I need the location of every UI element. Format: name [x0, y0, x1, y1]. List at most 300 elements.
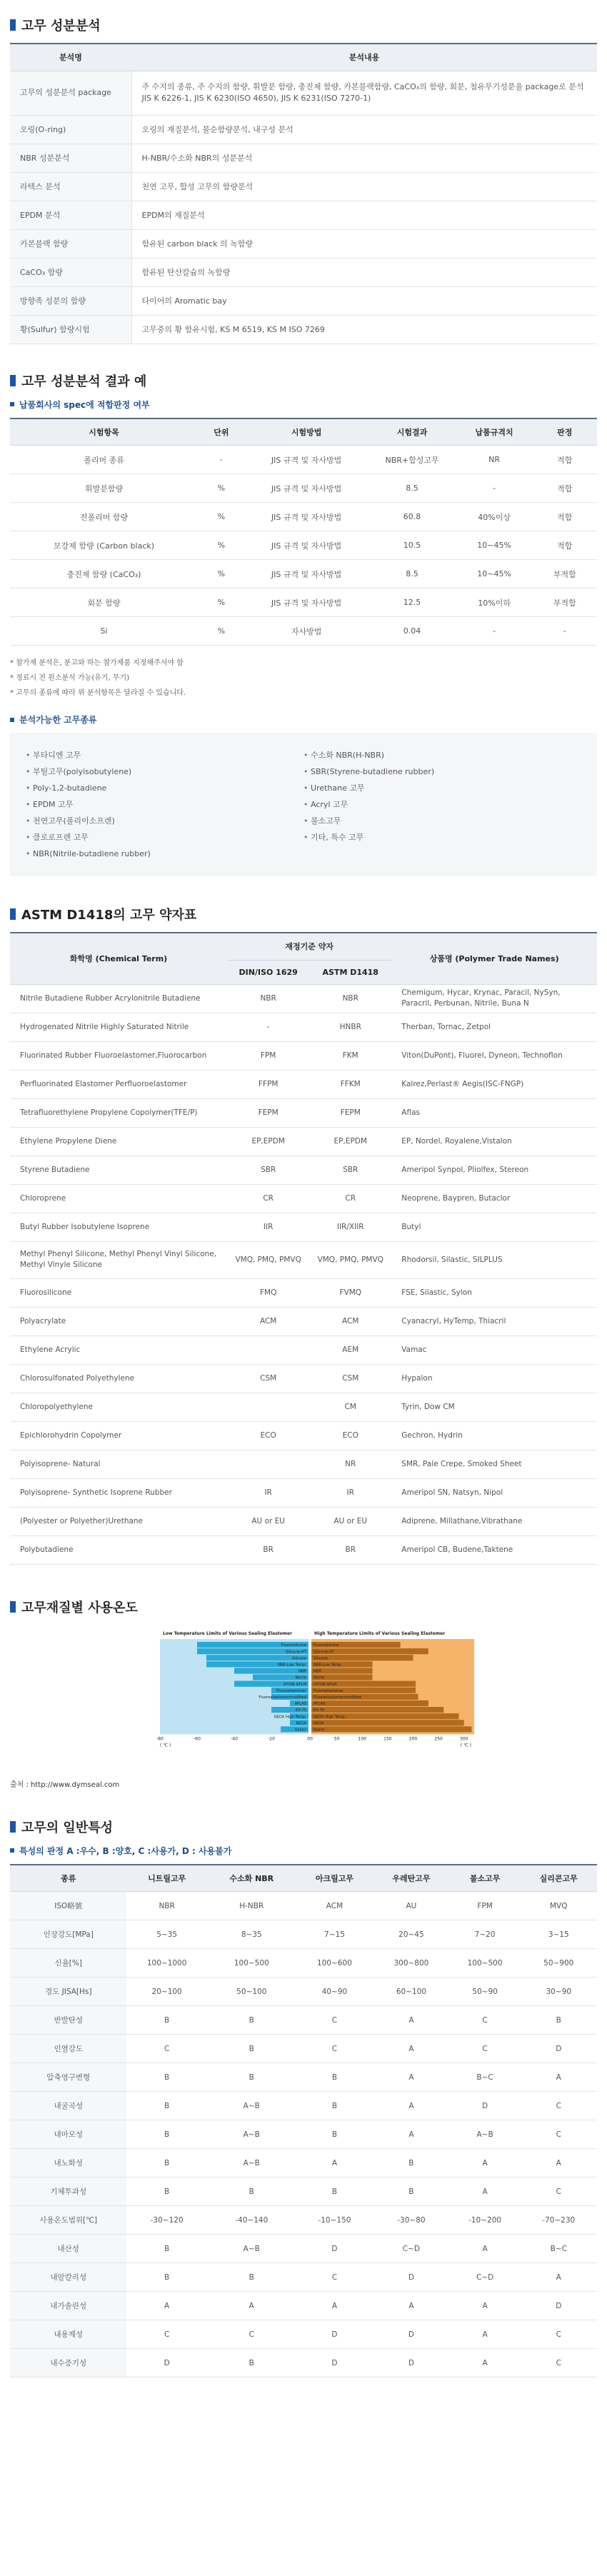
cell: B [126, 2006, 206, 2035]
cell: ECO [227, 1421, 309, 1450]
cell: CR [227, 1184, 309, 1213]
cell: A [450, 2349, 521, 2377]
cell: A [521, 2263, 598, 2292]
cell [227, 1393, 309, 1421]
x-tick-label: -20 [268, 1735, 275, 1741]
cell: % [198, 531, 245, 560]
cell: A [521, 2149, 598, 2177]
high-bar [311, 1700, 428, 1705]
cell: ACM [227, 1307, 309, 1335]
cell: % [198, 588, 245, 617]
cell: 사용온도범위[℃] [10, 2206, 126, 2235]
cell: JIS 규격 및 자사방법 [245, 531, 368, 560]
cell: - [227, 1013, 309, 1041]
x-tick-label: 150 [383, 1735, 392, 1741]
cell: A [126, 2292, 206, 2320]
list-item: • 클로로프렌 고무 [26, 829, 304, 846]
cell: EP,EPDM [309, 1127, 391, 1156]
cell: B [126, 2235, 206, 2263]
cell: EP,EPDM [227, 1127, 309, 1156]
cell: Vamac [391, 1335, 597, 1364]
cell: 주 수지의 종류, 주 수지의 함량, 휘발분 함량, 충진제 함량, 카본블랙함량, CaCO₃의 함량, 회분, 첨유무기성분율 package로 분석 JIS K 6226-1, JIS K 6230(ISO 4650), JIS K 6231(ISO 7270-1) [131, 71, 597, 115]
properties-table [10, 1864, 597, 2378]
table-row [10, 2092, 597, 2120]
cell: - [198, 446, 245, 474]
cell: AU or EU [227, 1507, 309, 1535]
results-table [10, 418, 597, 646]
cell: C [450, 2035, 521, 2063]
cell: 내가솔린성 [10, 2292, 126, 2320]
cell: FMQ [227, 1278, 309, 1307]
low-bar-label: NBR-Low Temp. [277, 1663, 306, 1667]
table-row [10, 1127, 597, 1156]
table-row [10, 503, 597, 531]
low-bar-label: Fluoroelastomer [276, 1688, 306, 1693]
cell: D [373, 2320, 449, 2349]
table-row [10, 1335, 597, 1364]
cell: -30~120 [126, 2206, 206, 2235]
cell: D [296, 2349, 373, 2377]
cell: NBR [126, 1892, 206, 1920]
cell: Ethylene Propylene Diene [10, 1127, 227, 1156]
cell: 반발탄성 [10, 2006, 126, 2035]
table-row [10, 1364, 597, 1393]
cell: Viton(DuPont), Fluorel, Dyneon, Technoflon [391, 1041, 597, 1070]
cell: -70~230 [521, 2206, 598, 2235]
cell: 부적합 [533, 560, 597, 588]
table-row [10, 2206, 597, 2235]
col-header: 분석명 [10, 44, 131, 71]
cell: 휘발분함량 [10, 474, 198, 503]
cell: Hypalon [391, 1364, 597, 1393]
cell: 함유된 탄산칼슘의 녹함량 [131, 258, 597, 286]
cell: B [126, 2092, 206, 2120]
cell: ISO略號 [10, 1892, 126, 1920]
high-bar-label: NBR-Low Temp. [313, 1663, 343, 1667]
cell: Chloroprene [10, 1184, 227, 1213]
cell: Ameripol CB, Budene,Taktene [391, 1535, 597, 1564]
col-header: 화학명 (Chemical Term) [10, 933, 227, 984]
subtitle-text: 특성의 판정 A :우수, B :양호, C :사용가, D : 사용불가 [19, 1845, 232, 1856]
section-title-temperature [10, 1598, 597, 1616]
cell: 30~90 [521, 1978, 598, 2006]
table-row [10, 1307, 597, 1335]
cell: A [373, 2092, 449, 2120]
cell: A [450, 2292, 521, 2320]
cell: % [198, 560, 245, 588]
low-bar-label: EX-75 [295, 1708, 306, 1713]
table-row [10, 229, 597, 258]
note: * 고무의 종류에 따라 위 분석항목은 달라질 수 있습니다. [10, 689, 186, 697]
note: * 정료시 전 원소분석 가능(유기, 무기) [10, 674, 130, 682]
cell: B [126, 2177, 206, 2206]
low-bar [234, 1668, 308, 1673]
table-row [10, 172, 597, 201]
cell: 타이어의 Aromatic bay [131, 286, 597, 315]
high-bar-label: Fluoroelastomer [313, 1688, 344, 1693]
cell: 내마모성 [10, 2120, 126, 2149]
col-header: DIN/ISO 1629 [227, 960, 309, 984]
table-row [10, 1421, 597, 1450]
cell: 60~100 [373, 1978, 449, 2006]
high-bar-label: Fluorosilicone [313, 1643, 339, 1648]
cell: Chloropolyethylene [10, 1393, 227, 1421]
table-row [10, 1213, 597, 1241]
composition-table [10, 43, 597, 344]
cell: VMQ, PMQ, PMVQ [227, 1241, 309, 1278]
cell: A [373, 2063, 449, 2092]
cell: D [126, 2349, 206, 2377]
list-item: • 부틸고무(polyisobutylene) [26, 763, 304, 780]
table-row [10, 1184, 597, 1213]
cell: B [296, 2063, 373, 2092]
table-row [10, 1450, 597, 1478]
cell: 8~35 [207, 1920, 296, 1949]
table-row [10, 617, 597, 646]
cell: HNBR [309, 1013, 391, 1041]
x-tick-label: 50 [333, 1735, 340, 1741]
x-tick-label: 100 [358, 1735, 366, 1741]
cell: Ameripol SN, Natsyn, Nipol [391, 1478, 597, 1507]
cell: C [296, 2035, 373, 2063]
cell: ECO [309, 1421, 391, 1450]
list-item: • Acryl 고무 [304, 796, 581, 813]
low-bar-label: Fluoroelastomer/modified [259, 1695, 306, 1700]
col-header: 분석내용 [131, 44, 597, 71]
cell: CaCO₃ 함량 [10, 258, 131, 286]
cell: JIS 규격 및 자사방법 [245, 503, 368, 531]
cell: Polyacrylate [10, 1307, 227, 1335]
cell: ACM [309, 1307, 391, 1335]
cell: D [521, 2292, 598, 2320]
cell: NBR [227, 984, 309, 1013]
cell: 40%이상 [456, 503, 533, 531]
table-row [10, 2120, 597, 2149]
cell: B [126, 2263, 206, 2292]
cell: NBR [309, 984, 391, 1013]
cell: B [296, 2092, 373, 2120]
high-bar-label: Fluoroelastomer/modified [313, 1695, 361, 1700]
cell: B [521, 2006, 598, 2035]
cell: 내산성 [10, 2235, 126, 2263]
high-bar-label: Nitrile [313, 1675, 325, 1680]
low-bar-label: NEOX [296, 1720, 306, 1725]
cell: A [373, 2006, 449, 2035]
cell: Kalrez,Perlast® Aegis(ISC-FNGP) [391, 1070, 597, 1098]
high-bar-label: Silicone-HT [313, 1649, 335, 1654]
section-title-text: 고무 성분분석 [21, 19, 101, 34]
rubber-types-box [10, 733, 597, 876]
high-chart-title: High Temperature Limits of Various Sealing Elastomer [314, 1630, 446, 1636]
cell: 50~100 [207, 1978, 296, 2006]
low-chart-title: Low Temperature Limits of Various Sealing Elastomer [163, 1630, 293, 1636]
bullet-icon [10, 1848, 14, 1853]
cell: 함유된 carbon black 의 녹함량 [131, 229, 597, 258]
rubber-list-right [304, 747, 581, 862]
low-bar-label: NBR [298, 1669, 306, 1674]
temperature-chart [153, 1625, 481, 1764]
cell: 40~90 [296, 1978, 373, 2006]
cell: D [373, 2349, 449, 2377]
cell: 100~600 [296, 1949, 373, 1978]
table-row [10, 2235, 597, 2263]
cell: 적합 [533, 474, 597, 503]
cell: Ameripol Synpol, Pliolfex, Stereon [391, 1156, 597, 1184]
cell: 회분 함량 [10, 588, 198, 617]
table-row [10, 1278, 597, 1307]
cell: (Polyester or Polyether)Urethane [10, 1507, 227, 1535]
cell: 오링(O-ring) [10, 115, 131, 144]
cell: 내굴곡성 [10, 2092, 126, 2120]
cell: Neoprene, Baypren, Butaclor [391, 1184, 597, 1213]
cell: 적합 [533, 531, 597, 560]
col-header: 재정기준 약자 [227, 933, 391, 960]
cell: 인열강도 [10, 2035, 126, 2063]
table-row [10, 286, 597, 315]
cell: B [296, 2120, 373, 2149]
rubber-list-left [26, 747, 304, 862]
cell: 전폴리머 함량 [10, 503, 198, 531]
cell: JIS 규격 및 자사방법 [245, 560, 368, 588]
cell: CSM [227, 1364, 309, 1393]
cell: C [207, 2320, 296, 2349]
low-bar-label: Silicone-HT [285, 1649, 306, 1654]
table-row [10, 258, 597, 286]
cell: D [296, 2320, 373, 2349]
cell: CM [309, 1393, 391, 1421]
cell: B~C [521, 2235, 598, 2263]
cell: C [296, 2006, 373, 2035]
cell: B [207, 2035, 296, 2063]
section-bar [10, 19, 16, 31]
cell: Ethylene Acrylic [10, 1335, 227, 1364]
cell: C [521, 2177, 598, 2206]
cell: 내알칼리성 [10, 2263, 126, 2292]
cell: 부적합 [533, 588, 597, 617]
col-header: 상품명 (Polymer Trade Names) [391, 933, 597, 984]
cell: VMQ, PMQ, PMVQ [309, 1241, 391, 1278]
section-title-properties [10, 1818, 597, 1836]
table-row [10, 1507, 597, 1535]
cell [227, 1335, 309, 1364]
cell: FSE, Silastic, Sylon [391, 1278, 597, 1307]
x-tick-label: 0 [307, 1735, 310, 1741]
high-bar-label: Kalrez [313, 1728, 325, 1732]
cell: 고무중의 황 함유시험, KS M 6519, KS M ISO 7269 [131, 315, 597, 344]
cell: B [373, 2149, 449, 2177]
cell: Aflas [391, 1098, 597, 1127]
col-header: 시험항목 [10, 419, 198, 446]
table-row [10, 2149, 597, 2177]
table-row [10, 2035, 597, 2063]
cell: Cyanacryl, HyTemp, Thiacril [391, 1307, 597, 1335]
high-bar-label: Silicone [313, 1655, 328, 1660]
cell: Chemigum, Hycar, Krynac, Paracil, NySyn, Paracril, Perbunan, Nitrile, Buna N [391, 984, 597, 1013]
cell: A [450, 2235, 521, 2263]
high-bar-label: VITON-GFLM [313, 1682, 337, 1687]
col-header: 납품규격치 [456, 419, 533, 446]
cell: FVMQ [309, 1278, 391, 1307]
table-row [10, 144, 597, 172]
cell: Styrene Butadiene [10, 1156, 227, 1184]
cell: B [373, 2177, 449, 2206]
cell: 50~90 [450, 1978, 521, 2006]
x-tick-label: 250 [434, 1735, 443, 1741]
cell: 신율[%] [10, 1949, 126, 1978]
subtitle-text: 분석가능한 고무종류 [19, 715, 97, 725]
cell: 인장강도[MPa] [10, 1920, 126, 1949]
col-header: 단위 [198, 419, 245, 446]
low-bar-label: Nitrile [295, 1675, 306, 1680]
cell: EPDM의 재질분석 [131, 201, 597, 229]
cell: -10~150 [296, 2206, 373, 2235]
cell: -10~200 [450, 2206, 521, 2235]
cell: C~D [450, 2263, 521, 2292]
cell: B [207, 2063, 296, 2092]
cell: Si [10, 617, 198, 646]
cell: Nitrile Butadiene Rubber Acrylonitrile Butadiene [10, 984, 227, 1013]
cell: 10.5 [368, 531, 456, 560]
list-item: • EPDM 고무 [26, 796, 304, 813]
cell: AEM [309, 1335, 391, 1364]
cell: A~B [207, 2092, 296, 2120]
cell: B [207, 2006, 296, 2035]
cell: SBR [309, 1156, 391, 1184]
cell: JIS 규격 및 자사방법 [245, 588, 368, 617]
section-title-text: 고무의 일반특성 [21, 1820, 113, 1835]
cell: - [533, 617, 597, 646]
cell: C [521, 2120, 598, 2149]
subtitle-grades [10, 1845, 597, 1857]
cell: C [521, 2349, 598, 2377]
cell: FPM [227, 1041, 309, 1070]
cell: NBR 성분분석 [10, 144, 131, 172]
cell: JIS 규격 및 자사방법 [245, 446, 368, 474]
col-header: ASTM D1418 [309, 960, 391, 984]
cell: 폴리머 종류 [10, 446, 198, 474]
high-bar-label: NEOX High Temp. [313, 1714, 346, 1719]
table-row [10, 588, 597, 617]
table-row [10, 984, 597, 1013]
table-row [10, 531, 597, 560]
cell: Butyl Rubber Isobutylene Isoprene [10, 1213, 227, 1241]
cell: Methyl Phenyl Silicone, Methyl Phenyl Vinyl Silicone, Methyl Vinyle Silicone [10, 1241, 227, 1278]
bullet-icon [10, 718, 14, 722]
cell: 압축영구변형 [10, 2063, 126, 2092]
high-bar-label: NBR [313, 1669, 322, 1674]
x-tick-label: 300 [460, 1735, 468, 1741]
cell: 7~15 [296, 1920, 373, 1949]
cell: A [373, 2120, 449, 2149]
cell: EPDM 분석 [10, 201, 131, 229]
list-item: • Poly-1,2-butadiene [26, 780, 304, 796]
section-title-results [10, 371, 597, 390]
cell: C~D [373, 2235, 449, 2263]
x-tick-label: 0 [310, 1735, 313, 1741]
cell: D [521, 2035, 598, 2063]
cell: C [521, 2320, 598, 2349]
table-row [10, 2177, 597, 2206]
cell: Polybutadiene [10, 1535, 227, 1564]
cell: 12.5 [368, 588, 456, 617]
cell: Rhodorsil, Silastic, SILPLUS [391, 1241, 597, 1278]
list-item: • Urethane 고무 [304, 780, 581, 796]
cell: A~B [207, 2149, 296, 2177]
table-row [10, 2063, 597, 2092]
cell: % [198, 474, 245, 503]
low-bar-label: VITON-GFLM [283, 1682, 306, 1687]
cell: Tyrin, Dow CM [391, 1393, 597, 1421]
section-bar [10, 375, 16, 386]
cell: 8.5 [368, 560, 456, 588]
cell: A [296, 2292, 373, 2320]
cell: AU [373, 1892, 449, 1920]
high-bar-label: EX-75 [313, 1708, 325, 1713]
table-row [10, 560, 597, 588]
cell: Perfluorinated Elastomer Perfluoroelastomer [10, 1070, 227, 1098]
cell: 60.8 [368, 503, 456, 531]
cell: -40~140 [207, 2206, 296, 2235]
low-bar-label: Fluorosilicone [281, 1643, 306, 1648]
bullet-icon [10, 402, 14, 406]
cell: 고무의 성분분석 package [10, 71, 131, 115]
cell: A [450, 2177, 521, 2206]
high-bar [311, 1720, 464, 1725]
cell: FPM [450, 1892, 521, 1920]
note: * 참가제 분석은, 분고와 하는 참가제품 지정해주셔야 함 [10, 659, 184, 667]
temperature-chart-svg [153, 1625, 481, 1764]
cell: 오링의 재질분석, 불순함량분석, 내구성 분석 [131, 115, 597, 144]
astm-table [10, 932, 597, 1565]
section-title-composition [10, 16, 597, 34]
table-row [10, 1013, 597, 1041]
cell: A [450, 2149, 521, 2177]
cell: Gechron, Hydrin [391, 1421, 597, 1450]
table-row [10, 446, 597, 474]
cell: % [198, 617, 245, 646]
table-row [10, 2320, 597, 2349]
col-header: 불소고무 [450, 1865, 521, 1892]
low-bar-label: AFLAS [294, 1701, 306, 1706]
unit-label: ( ℃ ) [160, 1742, 171, 1748]
cell: C [521, 2092, 598, 2120]
cell: AU or EU [309, 1507, 391, 1535]
cell: D [296, 2235, 373, 2263]
cell: 보강제 함량 (Carbon black) [10, 531, 198, 560]
cell: A [521, 2063, 598, 2092]
notes [10, 656, 597, 701]
cell: IIR [227, 1213, 309, 1241]
subtitle-rubber-types [10, 713, 597, 726]
cell: 100~1000 [126, 1949, 206, 1978]
cell: Hydrogenated Nitrile Highly Saturated Nitrile [10, 1013, 227, 1041]
table-row [10, 2349, 597, 2377]
table-row [10, 1892, 597, 1920]
cell: 방향족 성분의 함량 [10, 286, 131, 315]
col-header: 아크릴고무 [296, 1865, 373, 1892]
cell: B [126, 2120, 206, 2149]
table-row [10, 1156, 597, 1184]
table-row [10, 1070, 597, 1098]
astm-body [10, 984, 597, 1564]
col-header: 시험결과 [368, 419, 456, 446]
cell: A [373, 2035, 449, 2063]
section-bar [10, 1821, 16, 1833]
section-title-text: ASTM D1418의 고무 약자표 [21, 908, 197, 923]
cell: B [296, 2177, 373, 2206]
high-bar [311, 1707, 443, 1713]
table-row [10, 1098, 597, 1127]
